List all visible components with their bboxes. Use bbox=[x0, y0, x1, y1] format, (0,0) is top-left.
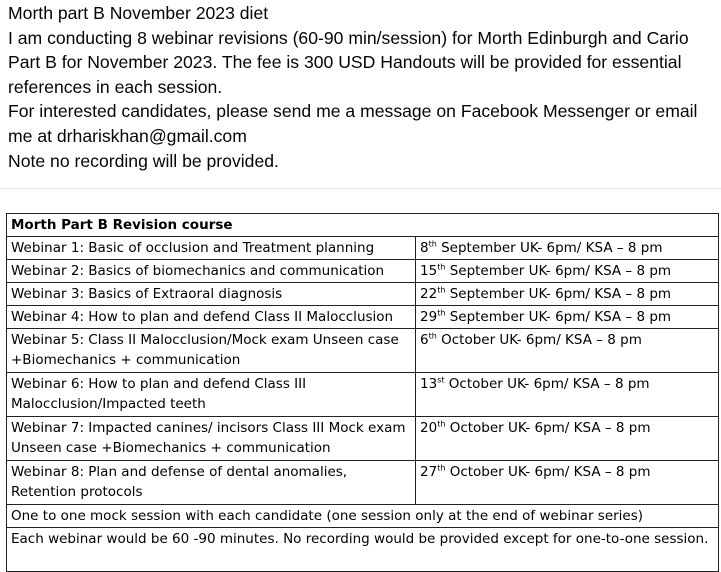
divider bbox=[0, 188, 721, 189]
table-title: Morth Part B Revision course bbox=[7, 214, 719, 237]
mock-session-row bbox=[7, 505, 719, 528]
webinar-topic: Webinar 6: How to plan and defend Class III Malocclusion/Impacted teeth bbox=[7, 373, 416, 417]
table-row bbox=[7, 417, 719, 461]
table-row bbox=[7, 373, 719, 417]
webinar-schedule: 20th October UK- 6pm/ KSA – 8 pm bbox=[416, 417, 719, 461]
footer-note: Each webinar would be 60 -90 minutes. No recording would be provided except for one-to-one session. bbox=[7, 528, 719, 572]
table-row bbox=[7, 329, 719, 373]
webinar-schedule: 8th September UK- 6pm/ KSA – 8 pm bbox=[416, 237, 719, 260]
table-title-row bbox=[7, 214, 719, 237]
webinar-topic: Webinar 3: Basics of Extraoral diagnosis bbox=[7, 283, 416, 306]
webinar-topic: Webinar 2: Basics of biomechanics and communication bbox=[7, 260, 416, 283]
table-row bbox=[7, 306, 719, 329]
table-row bbox=[7, 283, 719, 306]
post-note: Note no recording will be provided. bbox=[8, 150, 279, 171]
post-description: I am conducting 8 webinar revisions (60-90 min/session) for Morth Edinburgh and Cario Part B for November 2023. The fee is 300 USD Handouts will be provided for essential references in each session. bbox=[8, 27, 689, 97]
webinar-topic: Webinar 7: Impacted canines/ incisors Class III Mock exam Unseen case +Biomechanics + communication bbox=[7, 417, 416, 461]
mock-session-note: One to one mock session with each candidate (one session only at the end of webinar series) bbox=[7, 505, 719, 528]
table-row bbox=[7, 260, 719, 283]
webinar-schedule: 6th October UK- 6pm/ KSA – 8 pm bbox=[416, 329, 719, 373]
post-text bbox=[8, 1, 714, 173]
table-row bbox=[7, 461, 719, 505]
webinar-schedule: 22th September UK- 6pm/ KSA – 8 pm bbox=[416, 283, 719, 306]
webinar-schedule: 27th October UK- 6pm/ KSA – 8 pm bbox=[416, 461, 719, 505]
webinar-schedule: 15th September UK- 6pm/ KSA – 8 pm bbox=[416, 260, 719, 283]
webinar-schedule: 29th September UK- 6pm/ KSA – 8 pm bbox=[416, 306, 719, 329]
webinar-schedule: 13st October UK- 6pm/ KSA – 8 pm bbox=[416, 373, 719, 417]
webinar-topic: Webinar 1: Basic of occlusion and Treatment planning bbox=[7, 237, 416, 260]
webinar-topic: Webinar 8: Plan and defense of dental anomalies, Retention protocols bbox=[7, 461, 416, 505]
webinar-topic: Webinar 4: How to plan and defend Class II Malocclusion bbox=[7, 306, 416, 329]
webinar-topic: Webinar 5: Class II Malocclusion/Mock exam Unseen case +Biomechanics + communication bbox=[7, 329, 416, 373]
post-contact: For interested candidates, please send me a message on Facebook Messenger or email me at drhariskhan@gmail.com bbox=[8, 101, 698, 146]
revision-course-table bbox=[6, 213, 719, 572]
table-row bbox=[7, 237, 719, 260]
post-heading: Morth part B November 2023 diet bbox=[8, 3, 269, 23]
